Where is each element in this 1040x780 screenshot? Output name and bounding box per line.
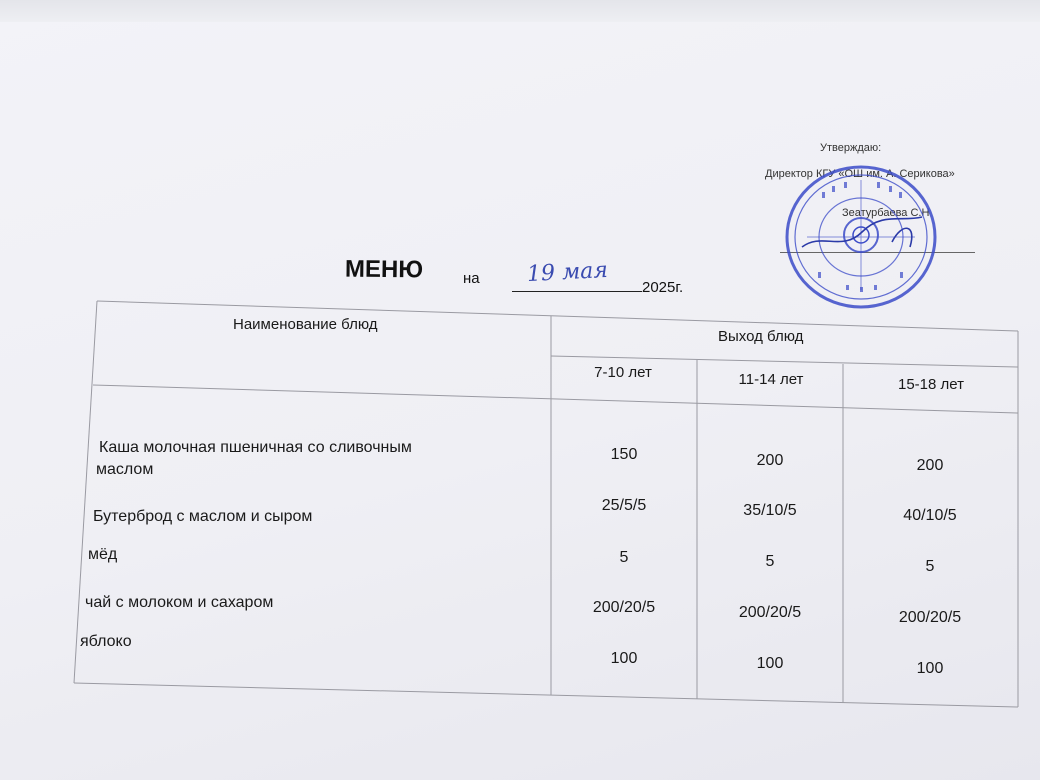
value-15-18: 5 [925,558,935,575]
value-11-14: 200/20/5 [738,604,802,621]
age-group-7-10: 7-10 лет [594,364,652,381]
value-15-18: 200/20/5 [898,609,962,626]
dish-name: яблоко [80,633,132,650]
dish-name: Бутерброд с маслом и сыром [93,508,313,525]
value-11-14: 200 [756,452,784,469]
page-title: МЕНЮ [344,255,424,284]
column-header-dish: Наименование блюд [233,316,378,333]
value-7-10: 100 [610,650,638,667]
approval-title: Утверждаю: [820,142,882,154]
dish-name: мёд [88,546,118,563]
value-7-10: 200/20/5 [592,599,656,616]
dish-name-continued: маслом [96,461,154,478]
value-15-18: 40/10/5 [903,507,957,524]
dish-name: Каша молочная пшеничная со сливочным [99,439,412,456]
approval-director: Директор КГУ «ОШ им. А. Серикова» [765,168,955,180]
column-header-output: Выход блюд [718,328,804,345]
value-11-14: 5 [765,553,775,570]
value-11-14: 35/10/5 [743,502,797,519]
handwritten-date: 19 мая [526,257,609,288]
date-year: 2025г. [642,279,684,296]
age-group-11-14: 11-14 лет [738,371,804,388]
value-7-10: 150 [610,446,638,463]
value-15-18: 100 [916,660,944,677]
date-prefix: на [463,270,480,287]
value-11-14: 100 [756,655,784,672]
age-group-15-18: 15-18 лет [898,376,964,393]
value-15-18: 200 [916,457,944,474]
value-7-10: 25/5/5 [601,497,647,514]
dish-name: чай с молоком и сахаром [85,594,274,611]
value-7-10: 5 [619,549,629,566]
approval-name: Зеатурбаева С.Н [842,207,930,219]
